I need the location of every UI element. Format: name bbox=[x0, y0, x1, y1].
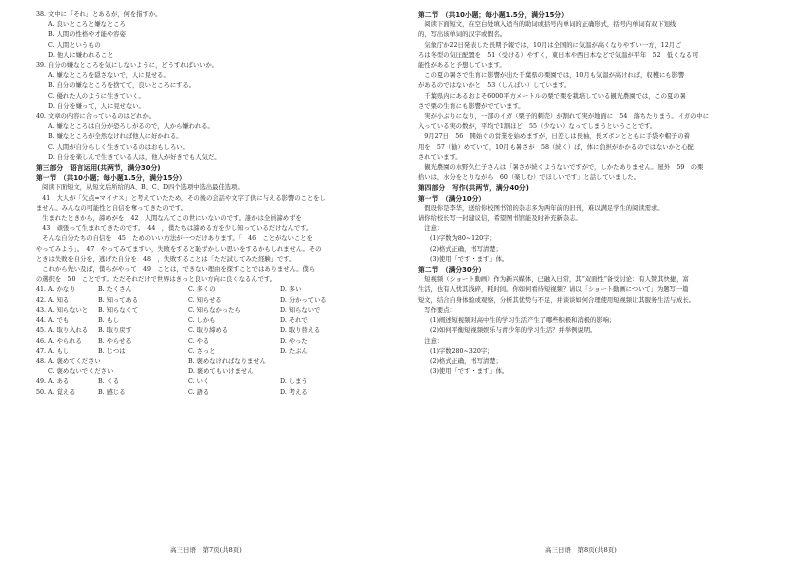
point-item: (2)如何平衡短视频娱乐与青少年的学习生活？并举例说明。 bbox=[430, 327, 597, 335]
option: D. 自分を嫌って，人に見せない。 bbox=[48, 102, 145, 110]
choices-48b bbox=[36, 367, 392, 377]
option: B. 嫌なところが全然なければ他人に好かれる。 bbox=[48, 133, 183, 141]
choice: C. 知らせる bbox=[188, 296, 222, 304]
choice: 41. A. かなり bbox=[36, 286, 76, 294]
option: B. 自分の嫌なところを捨てて，良いところにする。 bbox=[48, 82, 196, 90]
section2-heading: 第二节 （共10小题；每小题1.5分，满分15分） bbox=[418, 11, 568, 19]
passage-line: そんな自分たちの自信を 45 ためのいい方法が一つだけあります。「 46 ことがないことを bbox=[36, 235, 313, 243]
choice: C. 取り締める bbox=[188, 327, 229, 335]
option: C. 人間が自分らしく生きているのはおもしろい。 bbox=[48, 143, 189, 151]
choice: 48. A. 褒めてください bbox=[36, 357, 101, 365]
passage-line: 9月27日 56 開始ぐの営業を始めますが，日差しは長袖，長ズボンとともに手袋や帽子の着 bbox=[418, 133, 690, 141]
choice: D. 分かっている bbox=[280, 296, 327, 304]
question-38: 38. 文中に「それ」とあるが，何を指すか。 bbox=[36, 11, 162, 18]
writing2-prompt: 生活，也有人忧其浅碎，耗时间。你如何看待短视频？请以「ショート動画について」为题写一篇 bbox=[418, 286, 689, 294]
choice: D. 取り替える bbox=[280, 327, 321, 335]
choice: D. しまう bbox=[280, 378, 308, 386]
page-footer-left: 高三日语 第7页(共8页) bbox=[170, 546, 242, 554]
choice: D. 多い bbox=[280, 286, 302, 294]
note-item: (3)使用「です・ます」体。 bbox=[430, 368, 509, 376]
passage-line: さで栗の生育にも影響がでています。 bbox=[418, 102, 525, 110]
note-item: (1)字数为80~120字； bbox=[430, 235, 496, 243]
passage-line: ときは失敗を自分を，逃げた自分を 48 ，失敗することは「ただ試してみた経験」です。 bbox=[36, 255, 296, 263]
choice: B. くる bbox=[98, 378, 120, 386]
choice: B. たくさん bbox=[98, 286, 132, 294]
choice: D. 褒めてもいけません bbox=[188, 368, 254, 376]
note-item: (1)字数280~320字； bbox=[430, 347, 494, 355]
choices-49 bbox=[36, 377, 392, 387]
choice: C. いく bbox=[188, 378, 210, 386]
section1-instruction: 阅读下面短文，从短文后所给的A、B、C、D四个选项中选出最佳选项。 bbox=[42, 184, 244, 192]
option: B. 人間の性格や才能や容姿 bbox=[48, 31, 126, 39]
choice: B. やらせる bbox=[98, 337, 132, 345]
left-page bbox=[36, 10, 392, 398]
choice: 46. A. やられる bbox=[36, 337, 82, 345]
choice: D. たぶん bbox=[280, 347, 308, 355]
notes-heading: 注意： bbox=[418, 337, 444, 345]
choices-47 bbox=[36, 347, 392, 357]
passage-line: があるのではないかと 53（しんぱい）しています。 bbox=[418, 82, 571, 90]
question-39: 39. 自分の嫌なところを気にしないように，どうすればいいか。 bbox=[36, 62, 219, 70]
choices-42 bbox=[36, 296, 392, 306]
option: C. 優れた人のように生きていく。 bbox=[48, 92, 145, 100]
passage-line: やってみよう」。 47 やってみてますい，失敗をすると恥ずかしい思いをするかもしれません。その bbox=[36, 245, 322, 253]
choice: B. じつは bbox=[98, 347, 126, 355]
choice: D. 考える bbox=[280, 388, 308, 396]
choices-50 bbox=[36, 388, 392, 398]
note-item: (2)格式正确，书写清楚； bbox=[430, 245, 502, 253]
passage-line: ません。みんなの可能性と自信を奪ってきたのです。 bbox=[36, 204, 187, 212]
choices-41 bbox=[36, 285, 392, 295]
choice: B. 知ってある bbox=[98, 296, 139, 304]
option: D. 他人に嫌われること bbox=[48, 51, 114, 59]
writing1-heading: 第一节 （满分10分） bbox=[418, 194, 486, 203]
writing2-prompt: 短视频（ショート動画）作为新兴媒体，已融入日常，其“双面性”备受讨论：有人赞其快捷，富 bbox=[418, 276, 689, 284]
choice: D. 知らないで bbox=[280, 306, 321, 314]
choice: B. 知らなくて bbox=[98, 306, 139, 314]
passage-line: 生まれたときから，諦めがを 42 人間なんてこの世にいないのです。誰かは全員諦めずを bbox=[36, 215, 302, 223]
passage-line: 能性があると予想しています。 bbox=[418, 62, 506, 70]
choice: 47. A. もし bbox=[36, 347, 70, 355]
passage-line: 41 大人が「欠点=マイナス」と考えていたため，その後の会話や文字了供に与える影響のことをし bbox=[36, 194, 326, 202]
question-40: 40. 文章の内容に合っているのはどれか。 bbox=[36, 113, 156, 121]
choice: C. 知らなかったら bbox=[188, 306, 241, 314]
passage-line: 拾いは，水分をとりながら 60（楽しむ）でほしいです」と話していました。 bbox=[418, 174, 641, 182]
passage-line: ろは冬型の気圧配置を 51（受ける）やすく，東日本や西日本などで気温が平年 52 低くなる可 bbox=[418, 51, 699, 59]
note-item: (3)使用「です・ます」体。 bbox=[430, 255, 509, 263]
passage-line: 43 頑張って生まれてきたのです。 44 ，僕たちは諦める方を少し知っているだけなんです。 bbox=[36, 225, 313, 233]
choice: 50. A. 覚える bbox=[36, 388, 76, 396]
section2-instruction: 阅读下面短文，在空白处填入适当的助词或括号内单词的正确形式，括号内单词有双下划线 bbox=[418, 21, 677, 29]
passage-line: されています。 bbox=[418, 153, 462, 161]
passage-line: 入っている実の数が，平均で1割ほど 55（少ない）なってしまうということです。 bbox=[418, 123, 657, 131]
part4-heading: 第四部分 写作(共两节，满分40分) bbox=[418, 184, 529, 193]
choices-48a bbox=[36, 357, 392, 367]
writing2-prompt: 短文，结合自身体验或观察，分析其优势与不足，并谈谈如何合理使用短视频让其服务生活与成长。 bbox=[418, 296, 696, 304]
passage-line: この夏の暑さで生育に影響が出た千葉県の栗園では，10月も気温が高ければ，収穫にも影響 bbox=[418, 72, 685, 80]
passage-line: 千葉県内にあるおよそ6000平方メートルの栗で栗を栽培している観光農園では，この夏の暑 bbox=[418, 92, 686, 100]
choice: 44. A. でも bbox=[36, 317, 70, 325]
passage-line: 実が小ぶりになり，一部のイガ（栗子的刺壳）が割れて実が地面に 54 落ちたりまう。イガの中に bbox=[418, 113, 709, 121]
writing2-heading: 第二节 （满分30分） bbox=[418, 266, 486, 275]
part3-heading: 第三部分 语言运用(共两节，满分30分) bbox=[36, 164, 161, 173]
choice: B. もし bbox=[98, 317, 120, 325]
right-page bbox=[418, 10, 768, 377]
choice: D. それで bbox=[280, 317, 308, 325]
writing1-prompt: 请你给校长写一封建议信，希望图书馆能及时补充新杂志。 bbox=[418, 215, 582, 223]
choices-44 bbox=[36, 316, 392, 326]
section2-instruction: 的，写出该单词的汉字或假名。 bbox=[418, 31, 507, 39]
writing1-prompt: 假设你是李华，送给你校图书馆的杂志多为两年前的旧刊，难以满足学生的阅读需求。 bbox=[418, 204, 664, 212]
passage-line: 気象庁か22日発表した長期予報では，10月は全国的に気温が高くなりやすい一方，12月ご bbox=[418, 41, 682, 49]
choice: B. 感じる bbox=[98, 388, 126, 396]
choice: C. 多くの bbox=[188, 286, 216, 294]
choice: C. 語る bbox=[188, 388, 210, 396]
choice: 49. A. ある bbox=[36, 378, 70, 386]
choice: C. しかも bbox=[188, 317, 216, 325]
choices-45 bbox=[36, 326, 392, 336]
option: D. 自分を楽しんで生きている人は，他人が好きでも人気だ。 bbox=[48, 153, 221, 161]
section1-heading: 第一节 （共10小题；每小题1.5分，满分15分） bbox=[36, 174, 186, 183]
choices-43 bbox=[36, 306, 392, 316]
choice: D. やった bbox=[280, 337, 308, 345]
option: A. 嫌なところを隠さないで，人に見せる。 bbox=[48, 72, 170, 80]
passage-line: の選択を 50 ことです。ただそれだけで世界はきっと良い方向に良くなるんです。 bbox=[36, 276, 276, 284]
notes-heading: 注意： bbox=[418, 225, 444, 233]
choice: B. 褒めなければなりません bbox=[188, 357, 266, 365]
choices-46 bbox=[36, 337, 392, 347]
point-item: (1)阐述短视频对高中生的学习生活产生了哪些积极和消极的影响； bbox=[430, 317, 616, 325]
choice: 43. A. 知らないと bbox=[36, 306, 89, 314]
choice: B. 取り戻す bbox=[98, 327, 132, 335]
note-item: (2)格式正确，书写清楚； bbox=[430, 357, 502, 365]
choice: C. さっと bbox=[188, 347, 216, 355]
choice: 42. A. 知る bbox=[36, 296, 70, 304]
option: C. 人間というもの bbox=[48, 41, 101, 49]
page-footer-right: 高三日语 第8页(共8页) bbox=[545, 546, 617, 554]
passage-line: これから先い及ば，僕らがやって 49 ことは，できない理由を探すことではありません。僕ら bbox=[36, 266, 316, 274]
choice: 45. A. 取り入れる bbox=[36, 327, 89, 335]
passage-line: 用を 57（勧）めていて，10月も暑さが 58（続く）ば，体に負担がかかるのではないかと心配 bbox=[418, 143, 694, 151]
option: A. 嫌なところは自分が恐ろしがるので，人から嫌われる。 bbox=[48, 123, 214, 131]
points-heading: 写作要点： bbox=[418, 306, 456, 314]
passage-line: 観光農園の水野久仁子さんは「暑さが続くようないですがで，しかたありません。屋外 59 の栗 bbox=[418, 164, 704, 172]
option: A. 良いところと嫌なところ bbox=[48, 21, 126, 29]
choice: C. 褒めないでください bbox=[48, 368, 114, 376]
choice: C. やる bbox=[188, 337, 210, 345]
